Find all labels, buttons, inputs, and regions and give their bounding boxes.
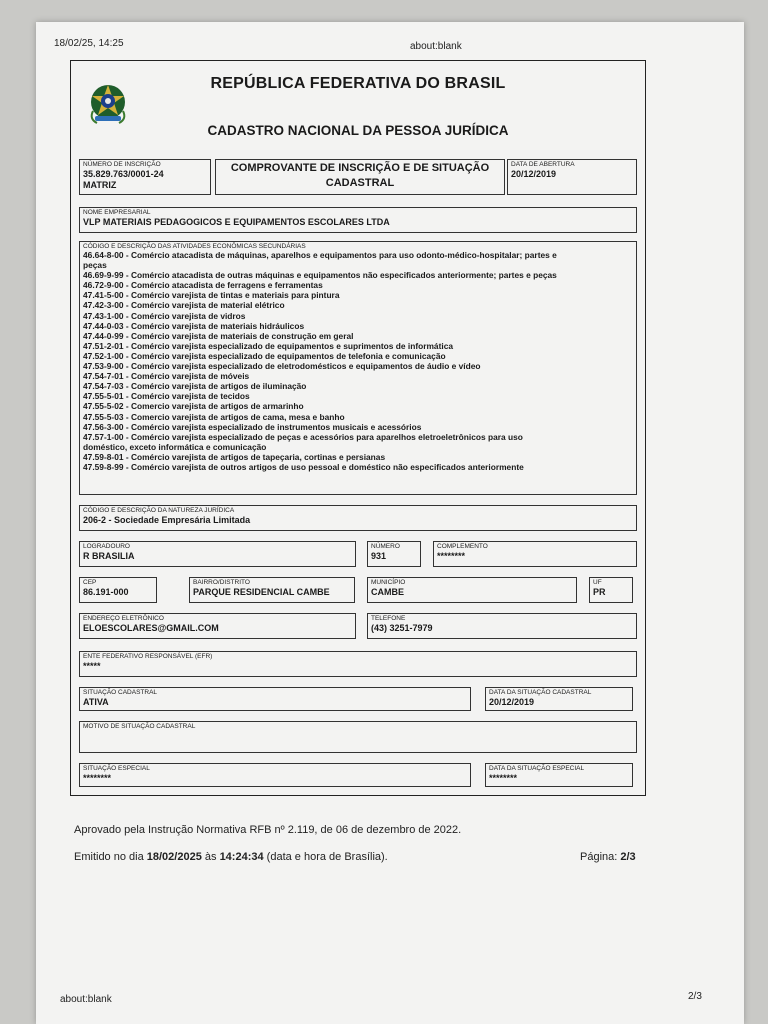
complemento-value: ******** — [437, 551, 466, 561]
atividade-line: peças — [83, 260, 107, 271]
cnpj-document — [70, 60, 646, 796]
complemento-label: COMPLEMENTO — [437, 543, 488, 550]
atividade-line: 47.52-1-00 - Comércio varejista especializado de equipamentos de telefonia e comunicação — [83, 350, 446, 361]
printed-page — [36, 22, 744, 1024]
atividade-line: 47.54-7-01 - Comércio varejista de móveis — [83, 371, 250, 382]
print-url-top: about:blank — [410, 41, 462, 52]
natureza-value: 206-2 - Sociedade Empresária Limitada — [83, 515, 251, 525]
emitido-time: 14:24:34 — [219, 851, 264, 863]
atividade-line: 47.55-5-01 - Comércio varejista de tecidos — [83, 391, 250, 402]
atividade-line: 47.57-1-00 - Comércio varejista especializado de peças e acessórios para aparelhos eletroeletrônicos para uso — [83, 431, 523, 442]
telefone-value: (43) 3251-7979 — [371, 623, 433, 633]
nome-value: VLP MATERIAIS PEDAGOGICOS E EQUIPAMENTOS ESCOLARES LTDA — [83, 217, 390, 227]
atividade-line: 47.55-5-02 - Comercio varejista de artigos de armarinho — [83, 401, 304, 412]
abertura-label: DATA DE ABERTURA — [511, 161, 575, 168]
atividade-line: 47.44-0-99 - Comércio varejista de materiais de construção em geral — [83, 330, 354, 341]
bairro-value: PARQUE RESIDENCIAL CAMBE — [193, 587, 330, 597]
cep-label: CEP — [83, 579, 97, 586]
abertura-box — [507, 159, 637, 195]
bairro-label: BAIRRO/DISTRITO — [193, 579, 250, 586]
cep-value: 86.191-000 — [83, 587, 129, 597]
emitido-prefix: Emitido no dia — [74, 851, 147, 863]
email-box — [79, 613, 356, 639]
logradouro-value: R BRASILIA — [83, 551, 135, 561]
aprovado-text: Aprovado pela Instrução Normativa RFB nº 2.119, de 06 de dezembro de 2022. — [74, 824, 462, 836]
situacao-data-value: 20/12/2019 — [489, 697, 535, 707]
pagina-value: 2/3 — [620, 851, 636, 863]
cep-box — [79, 577, 157, 603]
uf-value: PR — [593, 587, 606, 597]
logradouro-label: LOGRADOURO — [83, 543, 130, 550]
inscricao-type: MATRIZ — [83, 180, 117, 190]
situacao-label: SITUAÇÃO CADASTRAL — [83, 689, 158, 696]
atividades-box — [79, 241, 637, 495]
atividade-line: 47.51-2-01 - Comércio varejista especializado de equipamentos e suprimentos de informática — [83, 340, 454, 351]
atividade-line: 47.55-5-03 - Comercio varejista de artigos de cama, mesa e banho — [83, 411, 345, 422]
atividade-line: 47.53-9-00 - Comércio varejista especializado de eletrodomésticos e equipamentos de áudio e vídeo — [83, 361, 481, 372]
efr-box — [79, 651, 637, 677]
especial-label: SITUAÇÃO ESPECIAL — [83, 765, 150, 772]
motivo-box — [79, 721, 637, 753]
atividades-label: CÓDIGO E DESCRIÇÃO DAS ATIVIDADES ECONÔMICAS SECUNDÁRIAS — [83, 243, 306, 250]
municipio-label: MUNICÍPIO — [371, 579, 406, 586]
nome-box — [79, 207, 637, 233]
especial-data-label: DATA DA SITUAÇÃO ESPECIAL — [489, 765, 585, 772]
atividade-line: 47.44-0-03 - Comércio varejista de materiais hidráulicos — [83, 320, 305, 331]
inscricao-label: NÚMERO DE INSCRIÇÃO — [83, 161, 161, 168]
situacao-data-label: DATA DA SITUAÇÃO CADASTRAL — [489, 689, 592, 696]
atividade-line: 46.69-9-99 - Comércio atacadista de outras máquinas e equipamentos não especificados anteriormente; partes e peças — [83, 270, 557, 281]
pagina-text — [580, 851, 636, 863]
document-title: REPÚBLICA FEDERATIVA DO BRASIL — [210, 75, 506, 92]
print-url-bottom: about:blank — [60, 994, 112, 1005]
atividades-list — [80, 250, 636, 472]
municipio-value: CAMBE — [371, 587, 404, 597]
efr-value: ***** — [83, 661, 101, 671]
comprovante-box — [215, 159, 505, 195]
comprovante-line1: COMPROVANTE DE INSCRIÇÃO E DE SITUAÇÃO — [230, 162, 490, 174]
natureza-label: CÓDIGO E DESCRIÇÃO DA NATUREZA JURÍDICA — [83, 507, 235, 514]
especial-box — [79, 763, 471, 787]
uf-box — [589, 577, 633, 603]
nome-label: NOME EMPRESARIAL — [83, 209, 151, 216]
inscricao-number: 35.829.763/0001-24 — [83, 169, 164, 179]
atividade-line: 47.56-3-00 - Comércio varejista especializado de instrumentos musicais e acessórios — [83, 421, 422, 432]
emitido-mid: às — [201, 851, 220, 863]
logradouro-box — [79, 541, 356, 567]
print-page-number: 2/3 — [688, 991, 702, 1002]
email-value: ELOESCOLARES@GMAIL.COM — [83, 623, 219, 633]
situacao-value: ATIVA — [83, 697, 109, 707]
inscricao-box — [79, 159, 211, 195]
atividade-line: 47.42-3-00 - Comércio varejista de material elétrico — [83, 300, 285, 311]
emitido-suffix: (data e hora de Brasília). — [263, 851, 388, 863]
email-label: ENDEREÇO ELETRÔNICO — [83, 615, 164, 622]
atividade-line: 46.72-9-00 - Comércio atacadista de ferragens e ferramentas — [83, 280, 323, 291]
abertura-date: 20/12/2019 — [511, 169, 557, 179]
emitido-date: 18/02/2025 — [146, 851, 202, 863]
motivo-label: MOTIVO DE SITUAÇÃO CADASTRAL — [83, 723, 196, 730]
atividade-line: 47.59-8-99 - Comércio varejista de outros artigos de uso pessoal e doméstico não especificados anteriormente — [83, 461, 524, 472]
uf-label: UF — [593, 579, 602, 586]
print-timestamp: 18/02/25, 14:25 — [54, 38, 124, 49]
emitido-text — [74, 851, 388, 863]
numero-box — [367, 541, 421, 567]
atividade-line: 47.41-5-00 - Comércio varejista de tintas e materiais para pintura — [83, 290, 340, 301]
bairro-box — [189, 577, 355, 603]
numero-value: 931 — [371, 551, 387, 561]
numero-label: NÚMERO — [371, 543, 400, 550]
atividade-line: 47.59-8-01 - Comércio varejista de artigos de tapeçaria, cortinas e persianas — [83, 451, 386, 462]
natureza-box — [79, 505, 637, 531]
document-subtitle: CADASTRO NACIONAL DA PESSOA JURÍDICA — [207, 123, 509, 138]
especial-data-value: ******** — [489, 773, 518, 783]
pagina-label: Página: — [580, 851, 621, 863]
atividade-line: doméstico, exceto informática e comunicação — [83, 441, 267, 452]
atividade-line: 46.64-8-00 - Comércio atacadista de máquinas, aparelhos e equipamentos para uso odonto-médico-hospitalar; partes e — [83, 250, 557, 260]
complemento-box — [433, 541, 637, 567]
efr-label: ENTE FEDERATIVO RESPONSÁVEL (EFR) — [83, 653, 213, 660]
municipio-box — [367, 577, 577, 603]
comprovante-line2: CADASTRAL — [325, 177, 395, 189]
telefone-label: TELEFONE — [371, 615, 406, 622]
situacao-box — [79, 687, 471, 711]
especial-data-box — [485, 763, 633, 787]
situacao-data-box — [485, 687, 633, 711]
telefone-box — [367, 613, 637, 639]
atividade-line: 47.43-1-00 - Comércio varejista de vidros — [83, 310, 246, 321]
especial-value: ******** — [83, 773, 112, 783]
atividade-line: 47.54-7-03 - Comércio varejista de artigos de iluminação — [83, 381, 307, 392]
